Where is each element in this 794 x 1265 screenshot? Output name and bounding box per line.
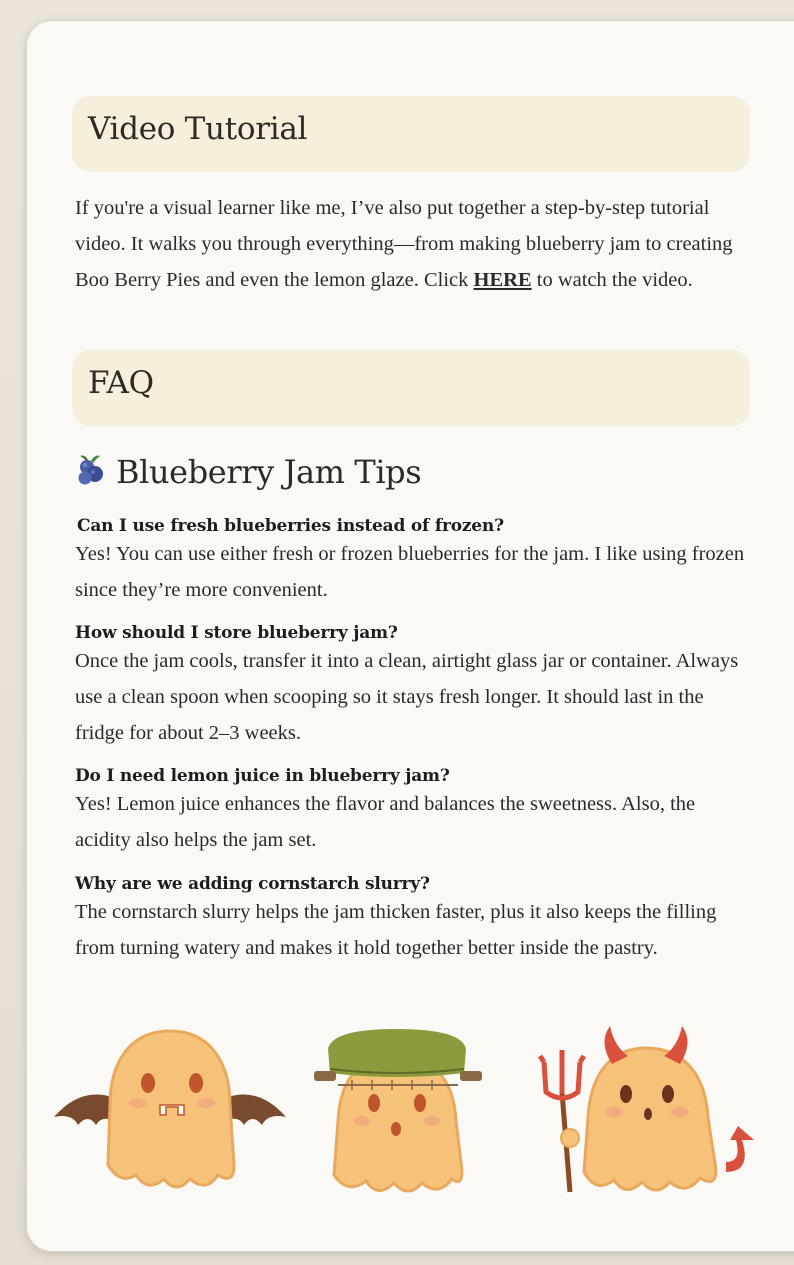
vampire-ghost-icon [50,1025,290,1204]
faq-answer: Yes! Lemon juice enhances the flavor and balances the sweetness. Also, the acidity also helps the jam set. [75,793,696,851]
faq-question: Can I use fresh blueberries instead of frozen? [77,516,504,536]
faq-item [75,872,755,966]
faq-answer: Once the jam cools, transfer it into a clean, airtight glass jar or container. Always use a clean spoon when scooping so it stays fresh longer. It should last in the fridge for about 2–3 weeks. [75,650,739,744]
faq-item [75,764,755,858]
faq-item [75,514,755,608]
devil-ghost-icon [530,1022,760,1206]
section-heading: Blueberry Jam Tips [116,453,422,491]
faq-banner [72,350,750,426]
video-text-before: If you're a visual learner like me, I’ve also put together a step-by-step tutorial video. It walks you through everything—from making blueberry jam to creating Boo Berry Pies and even the lemon glaze. Click [75,197,733,291]
faq-item [75,621,755,751]
faq-question: Why are we adding cornstarch slurry? [75,874,430,894]
video-tutorial-heading: Video Tutorial [88,111,308,147]
frankenstein-ghost-icon [312,1025,482,1209]
faq-answer: The cornstarch slurry helps the jam thicken faster, plus it also keeps the filling from turning watery and makes it hold together better inside the pastry. [75,901,717,959]
blueberry-icon [76,453,106,491]
video-tutorial-banner [72,96,750,172]
faq-question: How should I store blueberry jam? [75,623,398,643]
faq-heading: FAQ [88,365,154,401]
video-tutorial-paragraph [75,190,747,298]
faq-question: Do I need lemon juice in blueberry jam? [75,766,450,786]
section-title [76,450,421,494]
faq-answer: Yes! You can use either fresh or frozen blueberries for the jam. I like using frozen since they’re more convenient. [75,543,745,601]
video-text-after: to watch the video. [531,269,693,291]
video-link[interactable]: HERE [473,269,532,291]
